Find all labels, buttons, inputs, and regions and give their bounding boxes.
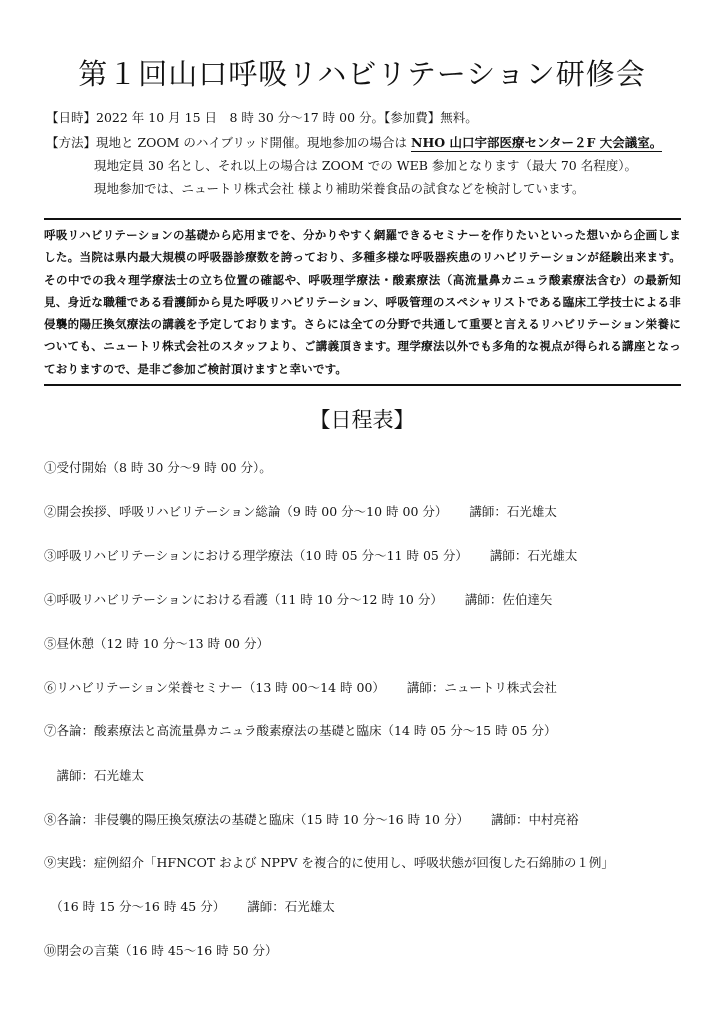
item-text: ⑥リハビリテーション栄養セミナー（13 時 00～14 時 00） xyxy=(44,680,385,695)
item-text: ⑦各論：酸素療法と高流量鼻カニュラ酸素療法の基礎と臨床（14 時 05 分～15 時 05 分） xyxy=(44,723,557,738)
item-text: ①受付開始（8 時 30 分～9 時 00 分）。 xyxy=(44,460,272,475)
schedule-item-4 xyxy=(44,590,552,608)
venue-text: NHO 山口宇部医療センター２F 大会議室。 xyxy=(411,135,663,150)
item-text: （16 時 15 分～16 時 45 分） xyxy=(44,899,226,914)
schedule-item-9 xyxy=(44,853,614,871)
capacity-line: 現地定員 30 名とし、それ以上の場合は ZOOM での WEB 参加となります（最大 70 名程度）。 xyxy=(94,158,637,173)
date-line: 【日時】2022 年 10 月 15 日 8 時 30 分～17 時 00 分。【参加費】無料。 xyxy=(46,110,478,125)
item-text: ⑩閉会の言葉（16 時 45～16 時 50 分） xyxy=(44,943,278,958)
intro-paragraph: 呼吸リハビリテーションの基礎から応用までを、分かりやすく網羅できるセミナーを作りたいといった想いから企画しました。当院は県内最大規模の呼吸器診療数を誇っており、多種多様な呼吸器疾患のリハビリテーションが経験出来ます。その中での我々理学療法士の立ち位置の確認や、呼吸理学療法・酸素療法（高流量鼻カニュラ酸素療法含む）の最新知見、身近な職種である看護師から見た呼吸リハビリテーション、呼吸管理のスペシャリストである臨床工学技士による非侵襲的陽圧換気療法の講義を予定しております。さらには全ての分野で共通して重要と言えるリハビリテーション栄養についても、ニュートリ株式会社のスタッフより、ご講義頂きます。理学療法以外でも多角的な視点が得られる講座となっておりますので、是非ご参加ご検討頂けますと幸いです。 xyxy=(44,218,681,386)
schedule-item-5 xyxy=(44,634,269,652)
schedule-item-7 xyxy=(44,721,556,739)
item-text: ⑤昼休憩（12 時 10 分～13 時 00 分） xyxy=(44,636,269,651)
item-lecturer: 講師：石光雄太 xyxy=(469,504,557,519)
page-title: 第１回山口呼吸リハビリテーション研修会 xyxy=(78,57,646,91)
item-lecturer: 講師：佐伯達矢 xyxy=(464,592,553,607)
item-text: ⑨実践：症例紹介「HFNCOT および NPPV を複合的に使用し、呼吸状態が回復した石綿肺の１例」 xyxy=(44,855,614,870)
schedule-heading: 【日程表】 xyxy=(309,408,415,432)
schedule-item-1 xyxy=(44,458,272,476)
item-lecturer: 講師：石光雄太 xyxy=(489,548,578,563)
schedule-item-3 xyxy=(44,546,577,564)
item-lecturer: 講師：ニュートリ株式会社 xyxy=(406,680,557,695)
item-text: ③呼吸リハビリテーションにおける理学療法（10 時 05 分～11 時 05 分） xyxy=(44,548,468,563)
schedule-item-2 xyxy=(44,502,557,520)
item-text: 講師：石光雄太 xyxy=(44,768,145,783)
item-text: ⑧各論：非侵襲的陽圧換気療法の基礎と臨床（15 時 10 分～16 時 10 分） xyxy=(44,812,469,827)
item-lecturer: 講師：中村亮裕 xyxy=(490,812,579,827)
item-text: ④呼吸リハビリテーションにおける看護（11 時 10 分～12 時 10 分） xyxy=(44,592,443,607)
method-line xyxy=(46,133,662,151)
item-text: ②開会挨拶、呼吸リハビリテーション総論（9 時 00 分～10 時 00 分） xyxy=(44,504,448,519)
schedule-item-7-lecturer xyxy=(44,766,144,784)
schedule-item-10 xyxy=(44,941,278,959)
item-lecturer: 講師：石光雄太 xyxy=(247,899,335,914)
schedule-item-8 xyxy=(44,810,578,828)
schedule-item-9-time xyxy=(44,897,335,915)
method-text: 【方法】現地と ZOOM のハイブリッド開催。現地参加の場合は xyxy=(46,135,412,150)
schedule-item-6 xyxy=(44,678,557,696)
tasting-line: 現地参加では、ニュートリ株式会社 様より補助栄養食品の試食などを検討しています。 xyxy=(94,181,585,196)
